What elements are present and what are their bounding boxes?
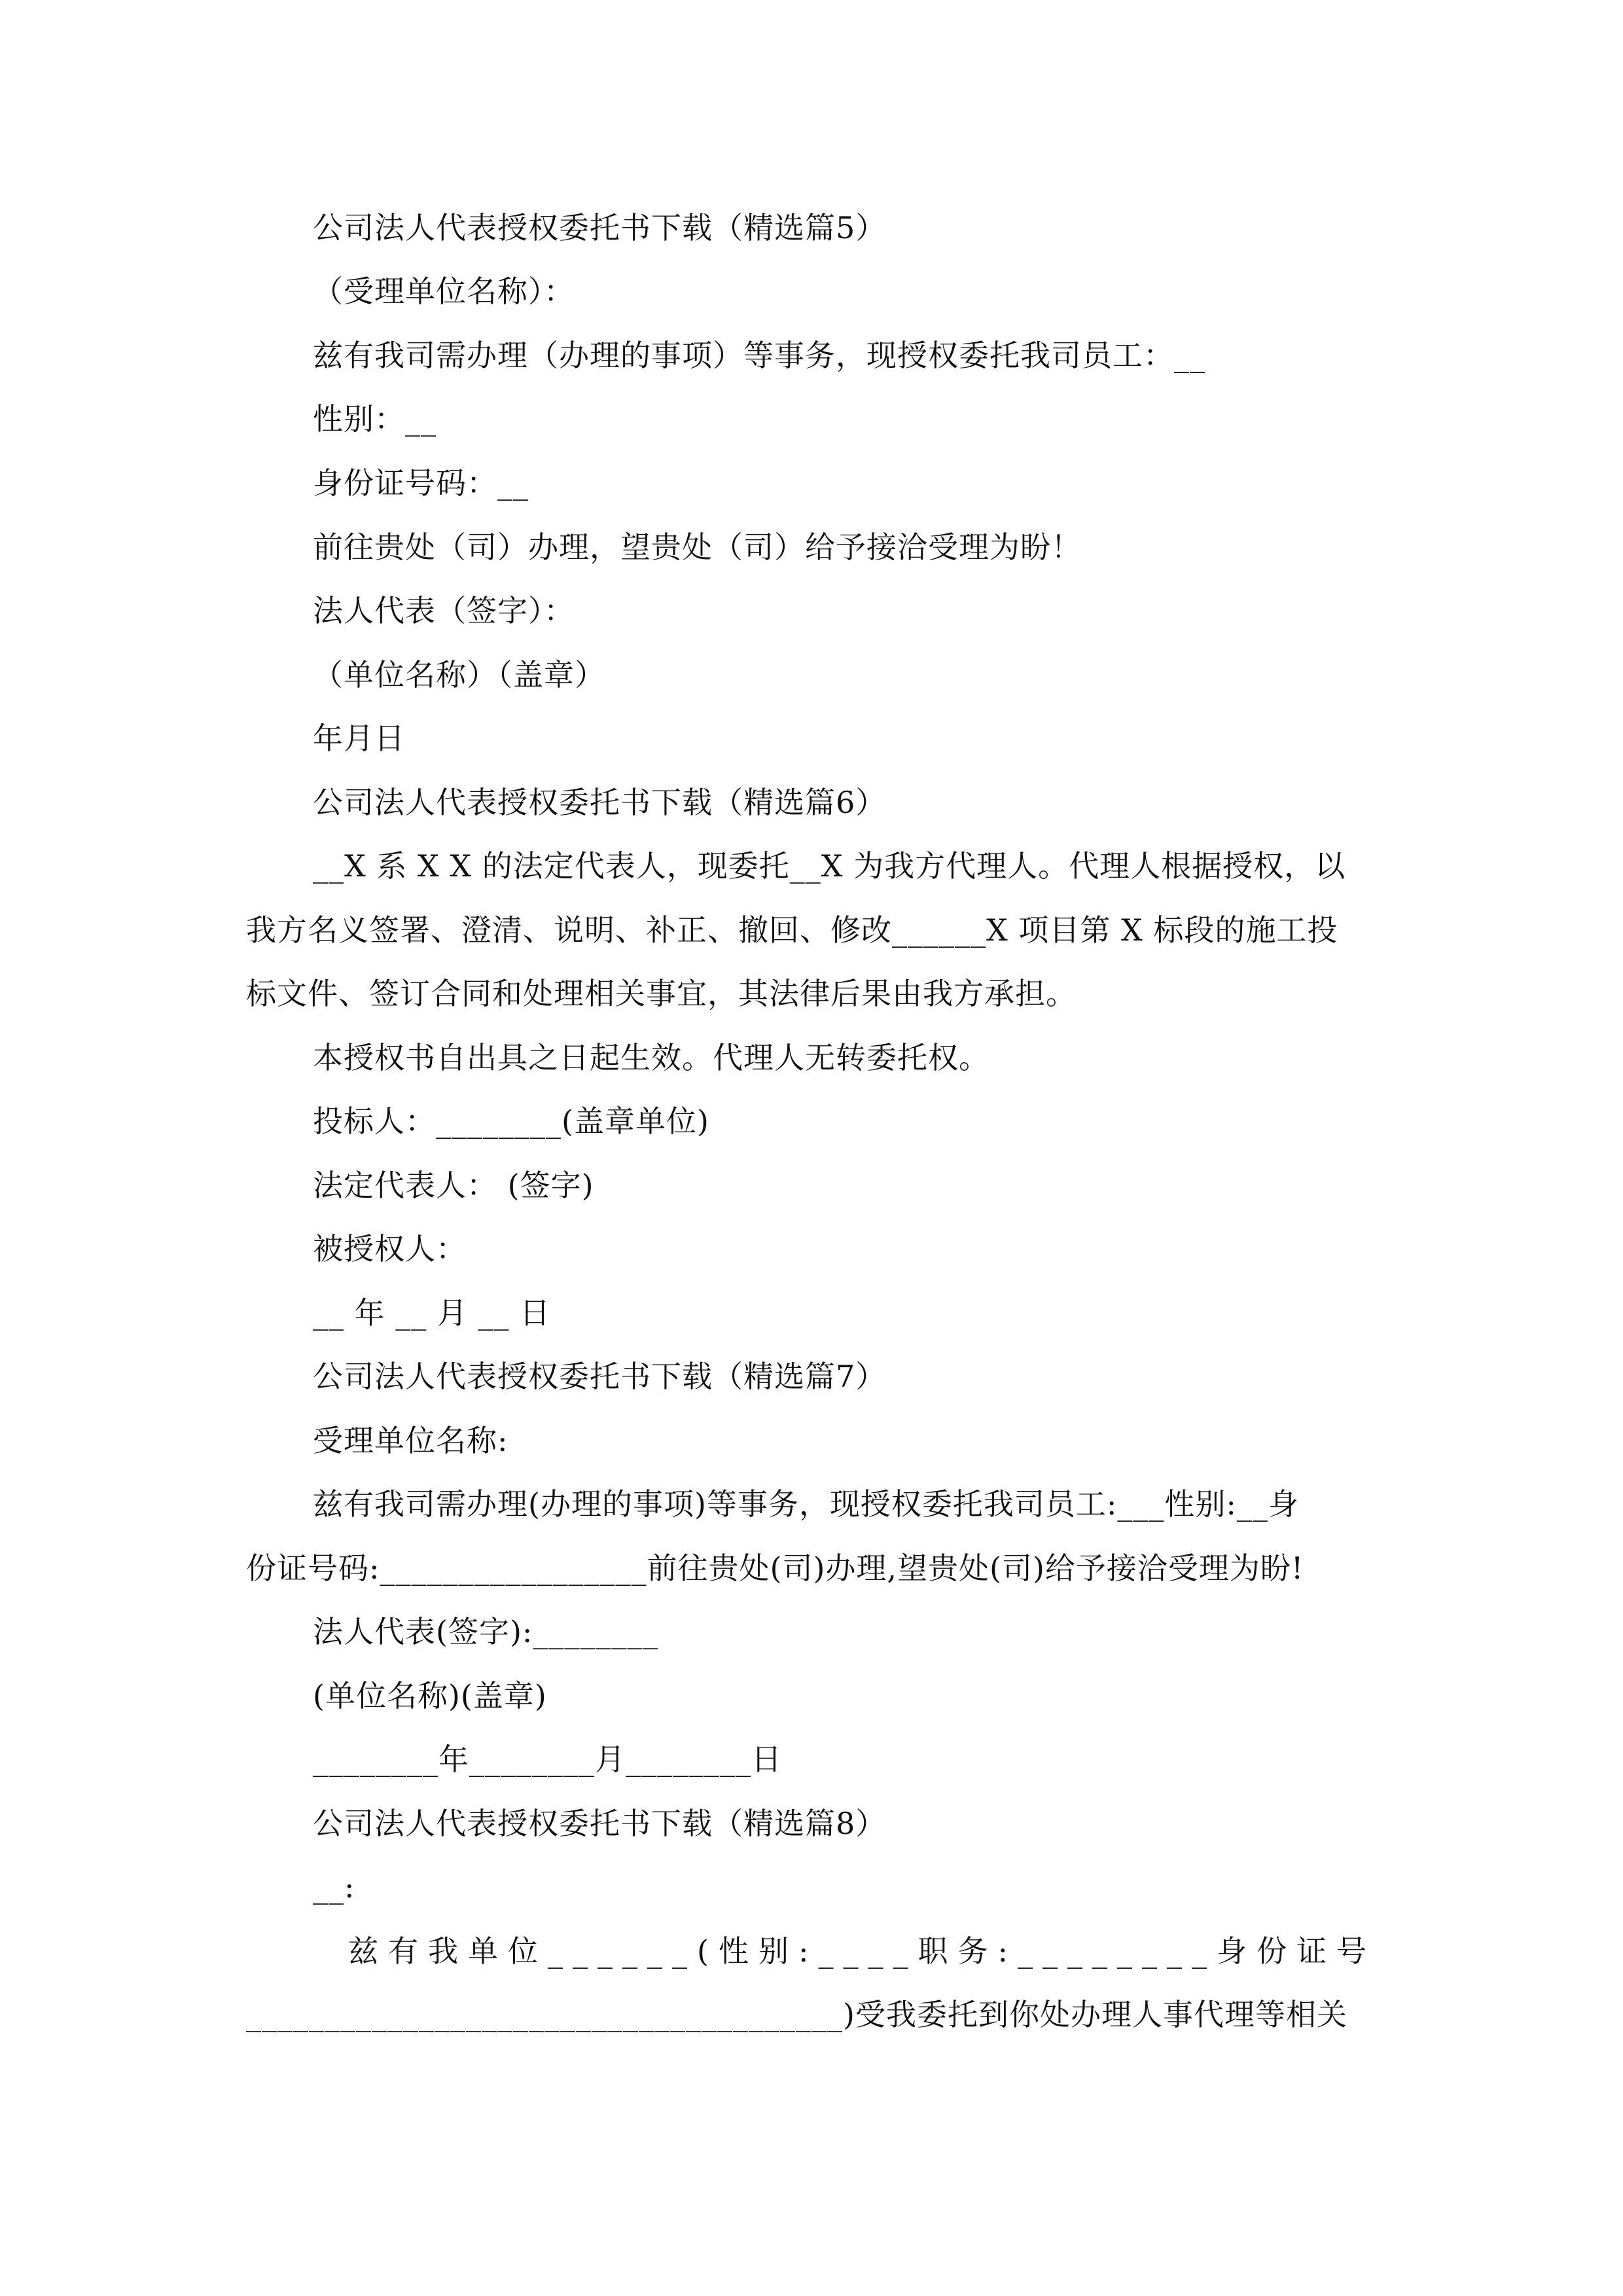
section-8-line-3: ______________________________________)受我委托到你处办理人事代理等相关 — [246, 1997, 1347, 2032]
section-5-line-7: （单位名称）（盖章） — [313, 657, 605, 692]
section-7-line-5: (单位名称)(盖章) — [313, 1678, 547, 1713]
section-5-line-3: 性别：__ — [313, 401, 437, 437]
section-6-line-3: 标文件、签订合同和处理相关事宜，其法律后果由我方承担。 — [246, 976, 1077, 1011]
section-6-line-4: 本授权书自出具之日起生效。代理人无转委托权。 — [313, 1040, 990, 1075]
section-8-title: 公司法人代表授权委托书下载（精选篇8） — [313, 1806, 887, 1841]
section-6-line-2: 我方名义签署、澄清、说明、补正、撤回、修改______X 项目第 X 标段的施工投 — [246, 912, 1338, 948]
section-5-line-4: 身份证号码：__ — [313, 465, 529, 501]
section-7-line-6: ________年________月________日 — [313, 1742, 782, 1777]
section-6-line-5: 投标人：________(盖章单位) — [313, 1103, 709, 1139]
section-7-line-4: 法人代表(签字):________ — [313, 1614, 659, 1649]
section-5-line-8: 年月日 — [313, 721, 405, 756]
section-6-line-7: 被授权人： — [313, 1231, 467, 1266]
section-8-line-1: __: — [313, 1869, 355, 1905]
section-7-line-1: 受理单位名称: — [313, 1423, 508, 1458]
section-8-line-2: 兹有我单位______(性别:____职务:________身份证号 — [348, 1933, 1376, 1969]
section-5-line-5: 前往贵处（司）办理，望贵处（司）给予接洽受理为盼！ — [313, 529, 1082, 565]
section-7-line-3: 份证号码:_________________前往贵处(司)办理,望贵处(司)给予接洽受理为盼! — [246, 1551, 1304, 1586]
section-5-line-6: 法人代表（签字）： — [313, 593, 575, 628]
section-5-title: 公司法人代表授权委托书下载（精选篇5） — [313, 210, 887, 245]
section-5-line-1: （受理单位名称）： — [313, 274, 575, 309]
section-7-line-2: 兹有我司需办理(办理的事项)等事务，现授权委托我司员工:___性别:__身 — [313, 1486, 1299, 1522]
section-7-title: 公司法人代表授权委托书下载（精选篇7） — [313, 1359, 887, 1394]
section-6-title: 公司法人代表授权委托书下载（精选篇6） — [313, 785, 887, 820]
section-6-line-6: 法定代表人： (签字) — [313, 1168, 594, 1203]
section-6-line-1: __X 系 X X 的法定代表人，现委托__X 为我方代理人。代理人根据授权，以 — [313, 848, 1346, 884]
section-6-line-8: __ 年 __ 月 __ 日 — [313, 1295, 551, 1331]
section-5-line-2: 兹有我司需办理（办理的事项）等事务，现授权委托我司员工：__ — [313, 338, 1205, 373]
